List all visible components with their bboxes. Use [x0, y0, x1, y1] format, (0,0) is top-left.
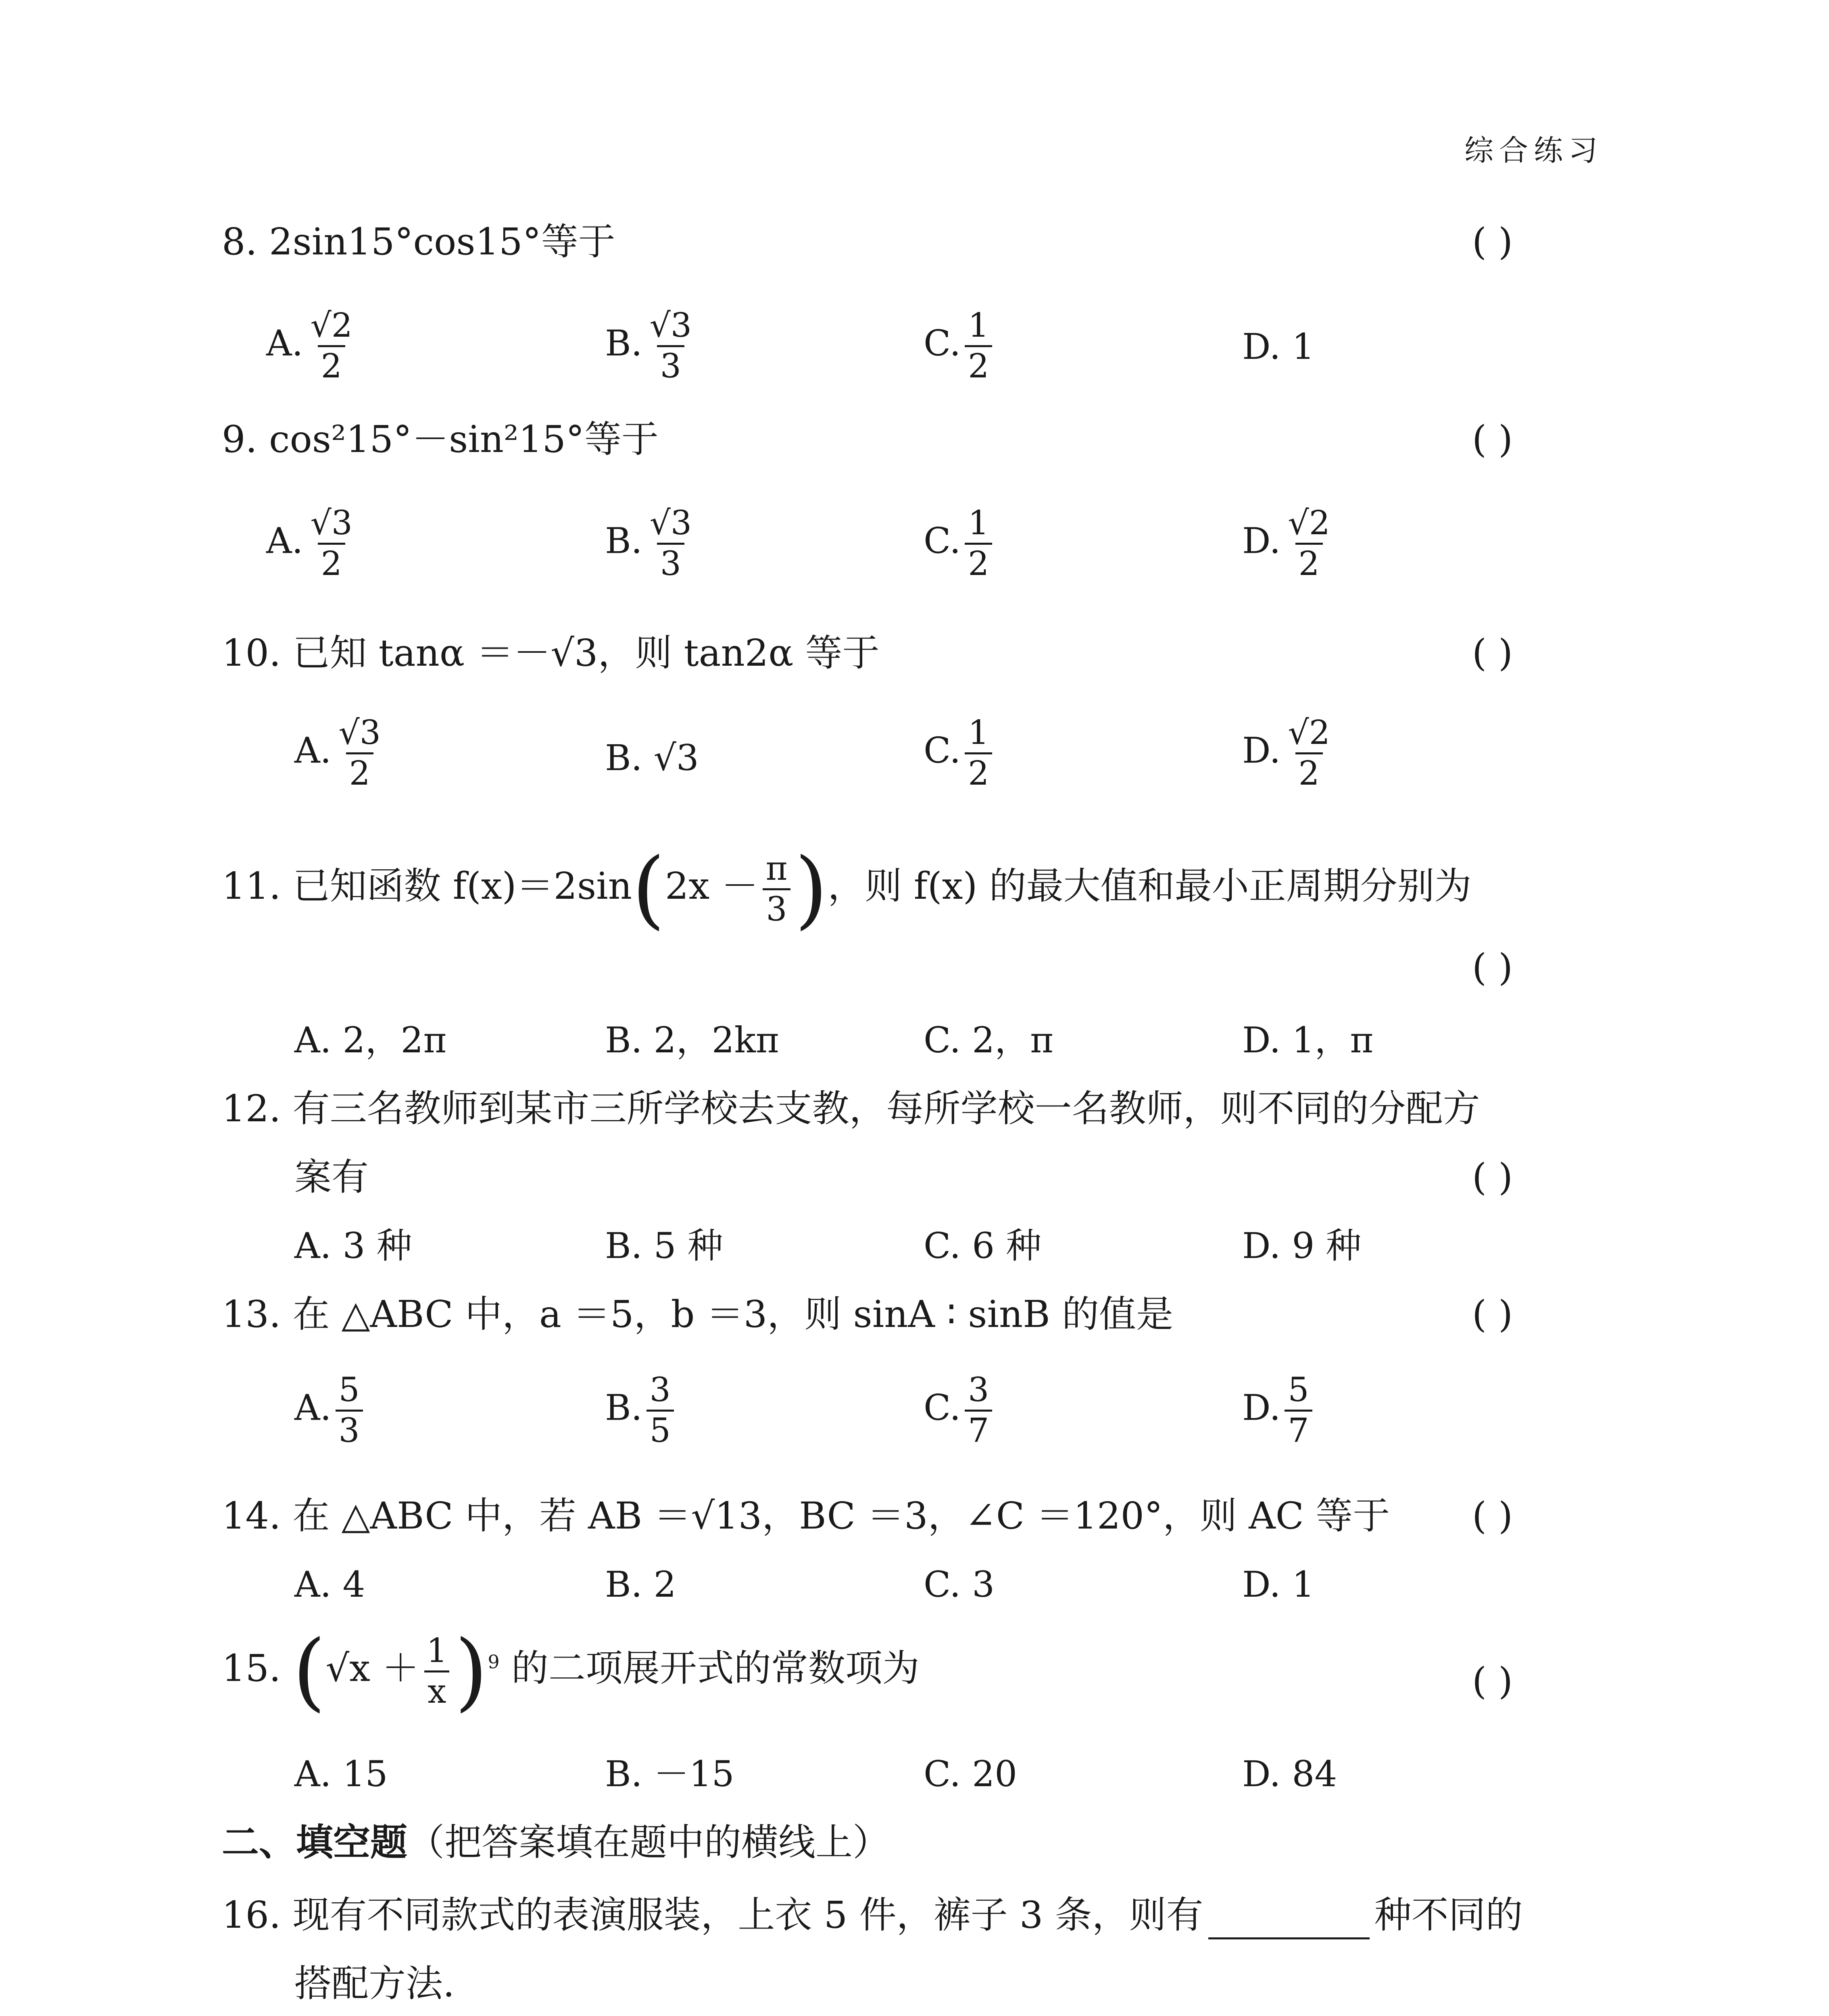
q15-option-a: A. 15 — [294, 1753, 388, 1795]
q10-option-a: A. $\frac{√3}{2}$ — [294, 714, 381, 793]
q12-option-d: D. 9 种 — [1242, 1225, 1362, 1266]
q11-option-a: A. 2，2π — [294, 1019, 447, 1061]
q16-blank[interactable] — [1208, 1905, 1370, 1939]
q9-option-c: C. $\frac{1}{2}$ — [924, 504, 996, 583]
q10-option-c: C. $\frac{1}{2}$ — [924, 714, 996, 793]
q13-option-c: C. $\frac{3}{7}$ — [924, 1371, 996, 1450]
q13-option-b: B. $\frac{3}{5}$ — [605, 1371, 678, 1450]
question-13: 13. 在 △ABC 中，a ＝5，b ＝3，则 sinA ∶ sinB 的值是 — [222, 1293, 1173, 1336]
answer-paren-12: ( ) — [1472, 1156, 1513, 1199]
question-14: 14. 在 △ABC 中，若 AB ＝√13，BC ＝3，∠C ＝120°，则 AC 等于 — [222, 1494, 1390, 1537]
q11-option-d: D. 1，π — [1242, 1019, 1374, 1061]
q9-option-b: B. $\frac{√3}{3}$ — [605, 504, 692, 583]
q8-option-a: A. $\frac{√2}{2}$ — [266, 306, 352, 385]
q13-option-d: D. $\frac{5}{7}$ — [1242, 1371, 1316, 1450]
q12-option-b: B. 5 种 — [605, 1225, 723, 1266]
question-9: 9. cos²15°－sin²15°等于 — [222, 418, 659, 461]
question-12-cont: 案有 — [294, 1156, 369, 1199]
q9-option-a: A. $\frac{√3}{2}$ — [266, 504, 352, 583]
q12-option-a: A. 3 种 — [294, 1225, 412, 1266]
answer-paren-14: ( ) — [1472, 1494, 1513, 1537]
question-10: 10. 已知 tanα ＝－√3，则 tan2α 等于 — [222, 631, 880, 675]
question-11: 11. 已知函数 f(x)＝2sin(2x － $\frac{\pi}{3}$ )，则 f(x) 的最大值和最小正周期分别为 — [222, 839, 1472, 938]
question-16: 16. 现有不同款式的表演服装，上衣 5 件，裤子 3 条，则有 种不同的 — [222, 1891, 1523, 1939]
q10-option-b: B. √3 — [605, 737, 699, 779]
q15-option-c: C. 20 — [924, 1753, 1018, 1795]
q9-option-d: D. $\frac{√2}{2}$ — [1242, 504, 1330, 583]
section-2-heading: 二、填空题（把答案填在题中的横线上） — [222, 1821, 890, 1864]
q8-option-c: C. $\frac{1}{2}$ — [924, 306, 996, 386]
q14-option-d: D. 1 — [1242, 1564, 1315, 1605]
q14-option-c: C. 3 — [924, 1564, 995, 1605]
question-12: 12. 有三名教师到某市三所学校去支教，每所学校一名教师，则不同的分配方 — [222, 1087, 1480, 1130]
q15-option-b: B. －15 — [605, 1753, 734, 1795]
q11-option-b: B. 2，2kπ — [605, 1019, 779, 1061]
q13-option-a: A. $\frac{5}{3}$ — [294, 1371, 367, 1450]
answer-paren-8: ( ) — [1472, 220, 1513, 263]
q11-option-c: C. 2，π — [924, 1019, 1053, 1061]
q15-option-d: D. 84 — [1242, 1753, 1337, 1795]
answer-paren-10: ( ) — [1472, 631, 1513, 675]
answer-paren-13: ( ) — [1472, 1293, 1513, 1336]
question-15: 15. (√x ＋ $\frac{1}{x}$ )$^9$ 的二项展开式的常数项为 — [222, 1622, 920, 1720]
q14-option-a: A. 4 — [294, 1564, 365, 1605]
answer-paren-11: ( ) — [1472, 946, 1513, 989]
answer-paren-9: ( ) — [1472, 418, 1513, 461]
q8-option-b: B. $\frac{√3}{3}$ — [605, 306, 692, 385]
answer-paren-15: ( ) — [1472, 1660, 1513, 1703]
q14-option-b: B. 2 — [605, 1564, 676, 1605]
question-16-cont: 搭配方法. — [294, 1962, 455, 2005]
running-header: 综合练习 — [1464, 133, 1603, 167]
q12-option-c: C. 6 种 — [924, 1225, 1042, 1266]
q8-option-d: D. 1 — [1242, 326, 1315, 367]
question-8: 8. 2sin15°cos15°等于 — [222, 220, 615, 263]
q10-option-d: D. $\frac{√2}{2}$ — [1242, 714, 1330, 793]
